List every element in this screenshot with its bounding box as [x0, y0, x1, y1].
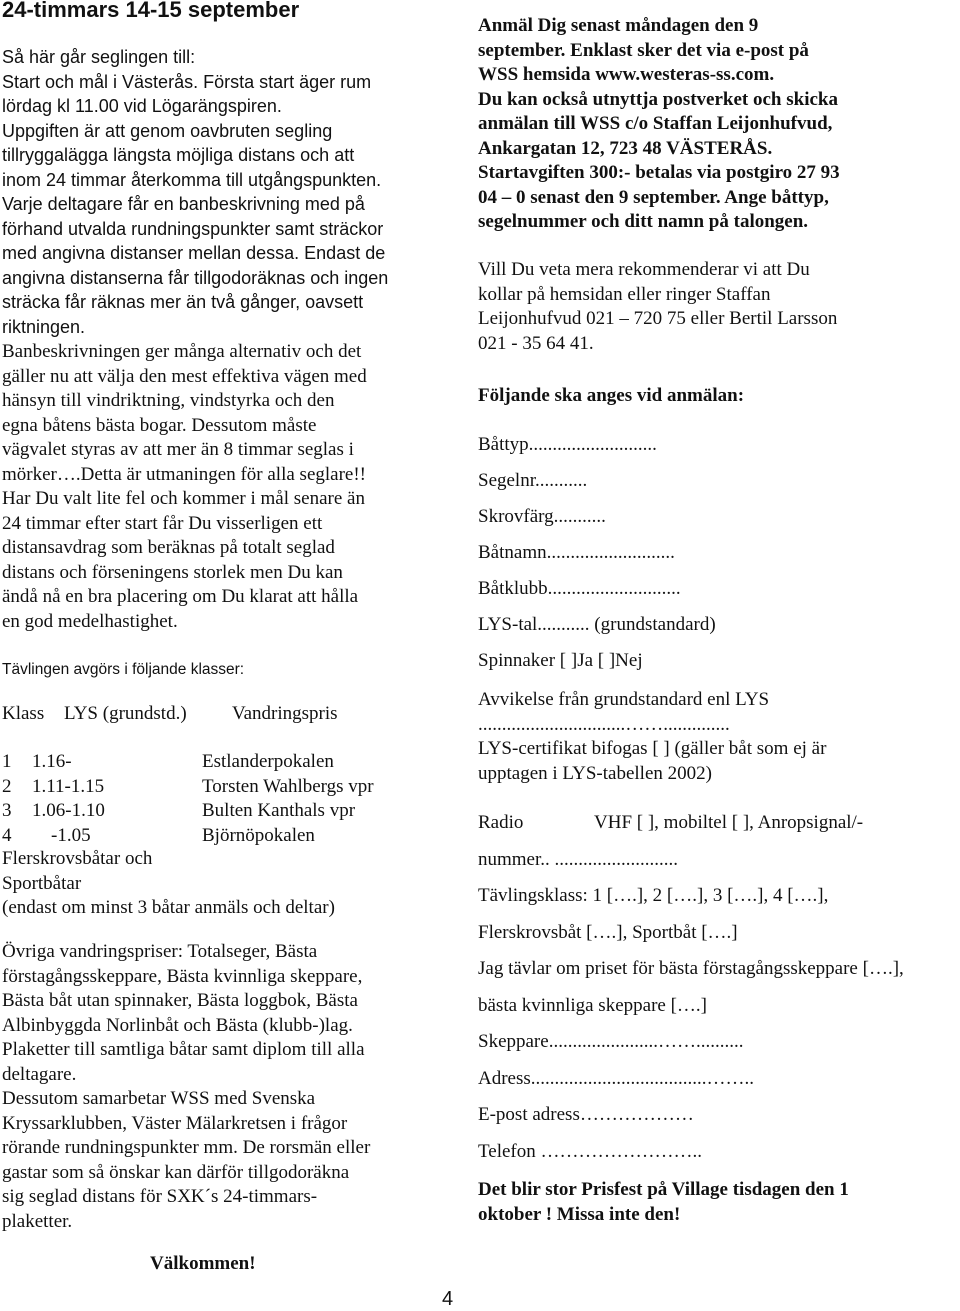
text-line: Du kan också utnyttja postverket och skicka — [478, 88, 838, 110]
field-sail-number: Segelnr........... — [478, 470, 588, 491]
registration-info — [478, 14, 840, 235]
text-line: Övriga vandringspriser: Totalseger, Bästa — [2, 941, 318, 962]
field-phone: Telefon …………………….. — [478, 1140, 703, 1162]
field-female: bästa kvinnliga skeppare [….] — [478, 994, 707, 1016]
text-line: Banbeskrivningen ger många alternativ och det — [2, 341, 362, 362]
field-hull-color: Skrovfärg........... — [478, 506, 606, 527]
field-lys: LYS-tal........... (grundstandard) — [478, 614, 716, 635]
text-line: Vill Du veta mera rekommenderar vi att Du — [478, 259, 810, 280]
text-line: plaketter. — [2, 1210, 73, 1232]
field-spinnaker: Spinnaker [ ]Ja [ ]Nej — [478, 650, 643, 671]
text-line: gastar som så önskar kan därför tillgodoräkna — [2, 1161, 350, 1183]
text-line: tillryggalägga längsta möjliga distans och att — [2, 145, 355, 165]
text-line: Albinbyggda Norlinbåt och Bästa (klubb-)lag. — [2, 1014, 353, 1036]
class-table — [2, 702, 338, 727]
text-line: inom 24 timmar återkomma till utgångspunkten. — [2, 169, 382, 190]
radio-label: Radio — [478, 812, 524, 833]
registration-form — [478, 433, 716, 685]
text-line: mörker….Detta är utmaningen för alla seglare!! — [2, 463, 367, 485]
text-line: en god medelhastighet. — [2, 610, 178, 632]
route-description — [2, 340, 367, 634]
intro-text — [2, 45, 388, 339]
row-klass: 3 — [2, 800, 12, 821]
text-line: deltagare. — [2, 1063, 77, 1085]
row-pris: Torsten Wahlbergs vpr — [202, 775, 374, 797]
text-line: förstagångsskeppare, Bästa kvinnliga skeppare, — [2, 965, 363, 987]
other-prizes — [2, 940, 370, 1234]
text-line: gäller nu att välja den mest effektiva vägen med — [2, 365, 367, 387]
form-heading: Följande ska anges vid anmälan: — [478, 385, 745, 406]
text-line: Anmäl Dig senast måndagen den 9 — [478, 15, 759, 36]
field-multihull: Flerskrovsbåt [….], Sportbåt [….] — [478, 921, 738, 943]
table-header-row — [2, 702, 338, 727]
text-line: distans och förseningens storlek men Du kan — [2, 561, 343, 583]
text-line: med angivna distanser mellan dessa. Endast de — [2, 243, 386, 263]
field-first-time: Jag tävlar om priset för bästa förstagångsskeppare [….], — [478, 958, 904, 979]
text-line: Så här går seglingen till: — [2, 47, 196, 67]
text-line: september. Enklast sker det via e-post på — [478, 39, 809, 61]
text-line: 24 timmar efter start får Du visserligen ett — [2, 512, 323, 534]
text-line: hänsyn till vindriktning, vindstyrka och den — [2, 390, 335, 411]
text-line: Kryssarklubben, Väster Mälarkretsen i frågor — [2, 1112, 348, 1134]
row-klass: 2 — [2, 775, 12, 797]
field-skipper: Skeppare.......................…….......... — [478, 1031, 744, 1052]
row-lys: 1.11-1.15 — [32, 775, 105, 797]
row-lys: 1.06-1.10 — [32, 800, 105, 821]
welcome-text: Välkommen! — [150, 1253, 256, 1274]
row-lys: 1.16- — [32, 751, 72, 772]
text-line: Sportbåtar — [2, 872, 82, 894]
text-line: Start och mål i Västerås. Första start äger rum — [2, 71, 372, 92]
classes-intro: Tävlingen avgörs i följande klasser: — [2, 661, 245, 678]
text-line: upptagen i LYS-tabellen 2002) — [478, 762, 712, 784]
text-line: Startavgiften 300:- betalas via postgiro 27 93 — [478, 162, 840, 183]
text-line: 04 – 0 senast den 9 september. Ange båttyp, — [478, 186, 829, 208]
field-radio — [478, 811, 863, 835]
radio-cont: nummer.. .......................... — [478, 849, 679, 870]
table-row — [2, 775, 374, 800]
text-line: Bästa båt utan spinnaker, Bästa loggbok, Bästa — [2, 990, 358, 1011]
text-line: angivna distanserna får tillgodoräknas och ingen — [2, 267, 389, 288]
text-line: Plaketter till samtliga båtar samt diplom till alla — [2, 1039, 365, 1060]
text-line: sträcka får räknas mer än två gånger, oavsett — [2, 292, 364, 312]
text-line: Varje deltagare får en banbeskrivning med på — [2, 194, 365, 214]
text-line: Leijonhufvud 021 – 720 75 eller Bertil Larsson — [478, 308, 838, 329]
text-line: anmälan till WSS c/o Staffan Leijonhufvud, — [478, 113, 833, 134]
text-line: ändå nå en bra placering om Du klarat att hålla — [2, 586, 359, 607]
row-pris: Björnöpokalen — [202, 824, 315, 846]
text-line: sig seglad distans för SXK´s 24-timmars- — [2, 1186, 318, 1207]
page-title: 24-timmars 14-15 september — [2, 0, 300, 22]
text-line: riktningen. — [2, 316, 86, 337]
header-klass: Klass — [2, 703, 45, 724]
table-row — [2, 799, 374, 824]
text-line: Flerskrovsbåtar och — [2, 848, 153, 869]
text-line: Ankargatan 12, 723 48 VÄSTERÅS. — [478, 137, 773, 159]
field-boat-type: Båttyp........................... — [478, 434, 657, 455]
row-pris: Bulten Kanthals vpr — [202, 800, 356, 821]
text-line: kollar på hemsidan eller ringer Staffan — [478, 283, 771, 305]
text-line: oktober ! Missa inte den! — [478, 1203, 681, 1225]
text-line: förhand utvalda rundningspunkter samt sträckor — [2, 218, 384, 239]
text-line: ...............................…….............. — [478, 713, 730, 735]
table-row — [2, 824, 374, 849]
field-address: Adress.....................................…….. — [478, 1067, 755, 1089]
text-line: Uppgiften är att genom oavbruten segling — [2, 120, 333, 141]
row-klass: 4 — [2, 824, 12, 846]
field-boat-name: Båtnamn........................... — [478, 542, 675, 563]
text-line: vägvalet styras av att mer än 8 timmar seglas i — [2, 439, 354, 460]
text-line: distansavdrag som beräknas på totalt seglad — [2, 537, 335, 558]
contact-info — [478, 258, 837, 356]
text-line: Har Du valt lite fel och kommer i mål senare än — [2, 488, 365, 509]
text-line: (endast om minst 3 båtar anmäls och deltar) — [2, 897, 335, 918]
registration-form-2 — [478, 884, 904, 1176]
field-email: E-post adress……………… — [478, 1104, 694, 1125]
field-boat-club: Båtklubb............................ — [478, 578, 681, 599]
header-pris: Vandringspris — [232, 703, 338, 724]
row-pris: Estlanderpokalen — [202, 751, 334, 772]
multihull-note — [2, 847, 335, 921]
text-line: segelnummer och ditt namn på talongen. — [478, 211, 809, 232]
header-lys: LYS (grundstd.) — [64, 703, 187, 724]
page-number: 4 — [442, 1288, 454, 1310]
deviation-section — [478, 688, 826, 786]
text-line: Dessutom samarbetar WSS med Svenska — [2, 1088, 316, 1109]
class-rows — [2, 750, 374, 848]
text-line: LYS-certifikat bifogas [ ] (gäller båt som ej är — [478, 738, 827, 759]
row-klass: 1 — [2, 751, 12, 772]
table-row — [2, 750, 374, 775]
text-line: 021 - 35 64 41. — [478, 332, 594, 354]
row-lys: -1.05 — [32, 824, 91, 846]
text-line: WSS hemsida www.westeras-ss.com. — [478, 64, 775, 85]
text-line: egna båtens bästa bogar. Dessutom måste — [2, 414, 317, 436]
text-line: lördag kl 11.00 vid Lögarängspiren. — [2, 96, 282, 116]
closing-text — [478, 1178, 849, 1227]
radio-value: VHF [ ], mobiltel [ ], Anropsignal/- — [594, 812, 864, 833]
field-class: Tävlingsklass: 1 [….], 2 [….], 3 [….], 4 [….], — [478, 885, 829, 906]
text-line: rörande rundningspunkter mm. De rorsmän eller — [2, 1137, 371, 1158]
text-line: Det blir stor Prisfest på Village tisdagen den 1 — [478, 1179, 849, 1200]
text-line: Avvikelse från grundstandard enl LYS — [478, 689, 770, 710]
